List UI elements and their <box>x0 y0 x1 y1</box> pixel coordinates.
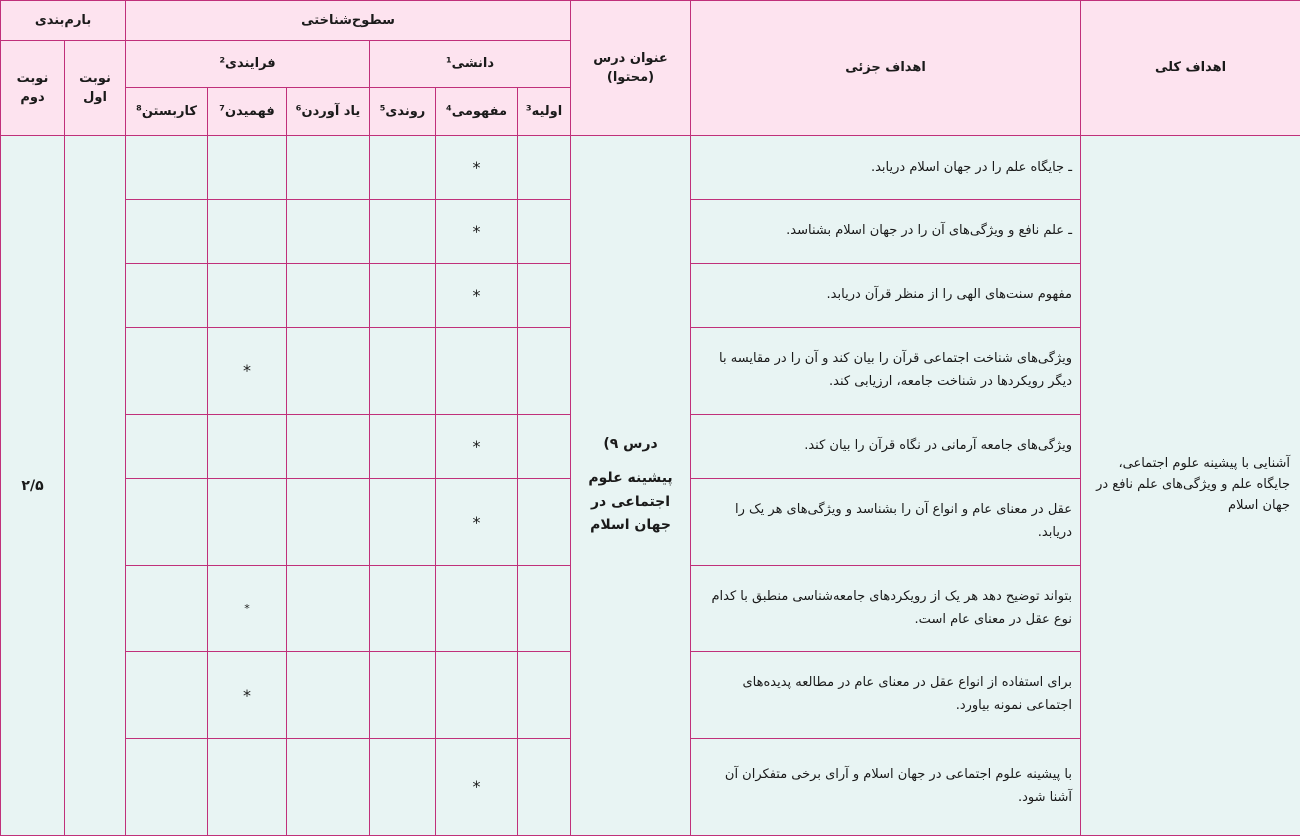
mark-applying <box>126 738 208 835</box>
mark-conceptual <box>436 566 518 652</box>
initial-header: اولیه³ <box>518 88 571 136</box>
partial-goal: ویژگی‌های شناخت اجتماعی قرآن را بیان کند و آن را در مقایسه با دیگر رویکردها در شناخت جامعه، ارزیابی کند. <box>691 327 1081 414</box>
lesson-title-header: عنوان درس (محتوا) <box>571 1 691 136</box>
cognitive-levels-header: سطوح‌شناختی <box>126 1 571 41</box>
first-term-header: نوبت اول <box>65 41 126 136</box>
knowledge-header: دانشی¹ <box>370 41 571 88</box>
mark-initial <box>518 263 571 327</box>
mark-conceptual: * <box>436 263 518 327</box>
mark-remembering <box>287 136 370 200</box>
remembering-header: یاد آوردن⁶ <box>287 88 370 136</box>
mark-conceptual: * <box>436 414 518 478</box>
mark-understanding <box>208 200 287 263</box>
mark-remembering <box>287 263 370 327</box>
lesson-name: پیشینه علوم اجتماعی در جهان اسلام <box>588 469 673 534</box>
mark-procedural <box>370 136 436 200</box>
general-goal-cell: آشنایی با پیشینه علوم اجتماعی، جایگاه علم و ویژگی‌های علم نافع در جهان اسلام <box>1081 136 1300 836</box>
general-goals-header: اهداف کلی <box>1081 1 1300 136</box>
mark-initial <box>518 738 571 835</box>
mark-conceptual: * <box>436 738 518 835</box>
mark-procedural <box>370 566 436 652</box>
process-header: فرایندی² <box>126 41 370 88</box>
first-term-score <box>65 136 126 836</box>
mark-conceptual <box>436 652 518 738</box>
mark-conceptual: * <box>436 200 518 263</box>
mark-applying <box>126 327 208 414</box>
mark-understanding: * <box>208 327 287 414</box>
partial-goals-header: اهداف جزئی <box>691 1 1081 136</box>
mark-applying <box>126 652 208 738</box>
partial-goal: برای استفاده از انواع عقل در معنای عام در مطالعه پدیده‌های اجتماعی نمونه بیاورد. <box>691 652 1081 738</box>
partial-goal: ـ علم نافع و ویژگی‌های آن را در جهان اسلام بشناسد. <box>691 200 1081 263</box>
second-term-header: نوبت دوم <box>1 41 65 136</box>
mark-procedural <box>370 479 436 566</box>
partial-goal: مفهوم سنت‌های الهی را از منظر قرآن دریابد. <box>691 263 1081 327</box>
mark-initial <box>518 479 571 566</box>
lesson-number: درس ۹) <box>603 436 658 453</box>
mark-remembering <box>287 414 370 478</box>
mark-applying <box>126 566 208 652</box>
scoring-header: بارم‌بندی <box>1 1 126 41</box>
mark-understanding <box>208 414 287 478</box>
mark-remembering <box>287 327 370 414</box>
mark-remembering <box>287 738 370 835</box>
mark-initial <box>518 200 571 263</box>
second-term-score: ۲/۵ <box>1 136 65 836</box>
partial-goal: ـ جایگاه علم را در جهان اسلام دریابد. <box>691 136 1081 200</box>
mark-procedural <box>370 327 436 414</box>
mark-applying <box>126 263 208 327</box>
mark-remembering <box>287 200 370 263</box>
mark-applying <box>126 479 208 566</box>
mark-understanding <box>208 263 287 327</box>
table-row <box>1 136 1300 200</box>
mark-applying <box>126 200 208 263</box>
mark-remembering <box>287 479 370 566</box>
mark-applying <box>126 136 208 200</box>
mark-understanding <box>208 136 287 200</box>
mark-procedural <box>370 652 436 738</box>
mark-remembering <box>287 566 370 652</box>
mark-conceptual <box>436 327 518 414</box>
partial-goal: ویژگی‌های جامعه آرمانی در نگاه قرآن را بیان کند. <box>691 414 1081 478</box>
mark-initial <box>518 414 571 478</box>
mark-procedural <box>370 200 436 263</box>
mark-understanding <box>208 479 287 566</box>
mark-understanding: * <box>208 566 287 652</box>
mark-conceptual: * <box>436 479 518 566</box>
lesson-title-cell <box>571 136 691 836</box>
mark-procedural <box>370 414 436 478</box>
mark-initial <box>518 327 571 414</box>
mark-conceptual: * <box>436 136 518 200</box>
mark-applying <box>126 414 208 478</box>
mark-remembering <box>287 652 370 738</box>
mark-understanding <box>208 738 287 835</box>
mark-understanding: * <box>208 652 287 738</box>
applying-header: کاربستن⁸ <box>126 88 208 136</box>
understanding-header: فهمیدن⁷ <box>208 88 287 136</box>
mark-initial <box>518 566 571 652</box>
conceptual-header: مفهومی⁴ <box>436 88 518 136</box>
mark-initial <box>518 652 571 738</box>
partial-goal: عقل در معنای عام و انواع آن را بشناسد و ویژگی‌های هر یک را دریابد. <box>691 479 1081 566</box>
partial-goal: با پیشینه علوم اجتماعی در جهان اسلام و آرای برخی متفکران آن آشنا شود. <box>691 738 1081 835</box>
procedural-header: روندی⁵ <box>370 88 436 136</box>
mark-procedural <box>370 263 436 327</box>
partial-goal: بتواند توضیح دهد هر یک از رویکردهای جامعه‌شناسی منطبق با کدام نوع عقل در معنای عام است. <box>691 566 1081 652</box>
mark-initial <box>518 136 571 200</box>
mark-procedural <box>370 738 436 835</box>
